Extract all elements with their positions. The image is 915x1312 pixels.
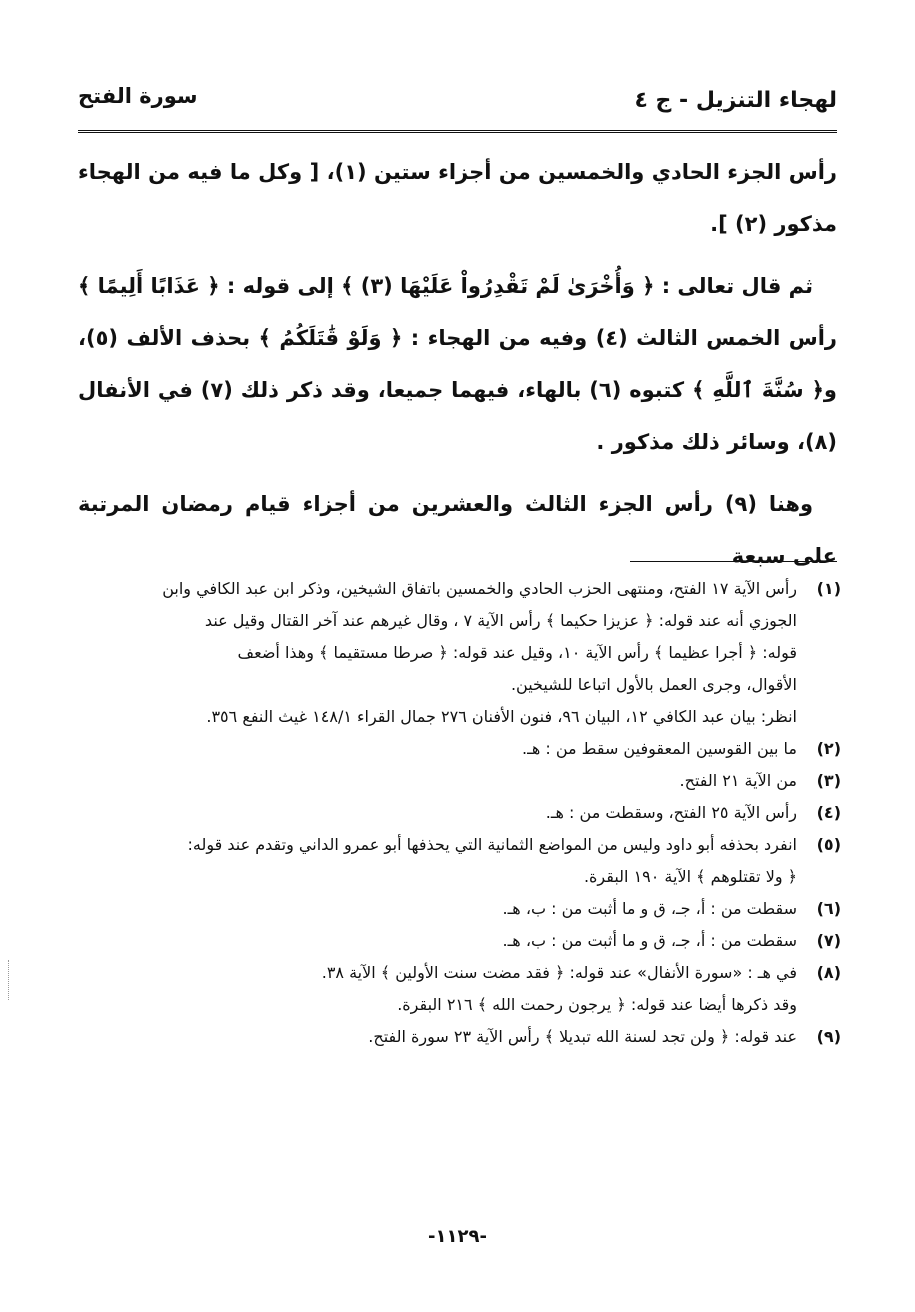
footnote-8 bbox=[78, 957, 841, 989]
footnote-line: الأقوال، وجرى العمل بالأول اتباعا للشيخين. bbox=[510, 675, 797, 694]
footnote-5 bbox=[78, 829, 841, 893]
footnote-line: رأس الآية ١٧ الفتح، ومنتهى الحزب الحادي والخمسين باتفاق الشيخين، وذكر ابن عبد الكافي وابن bbox=[162, 579, 797, 598]
footnote-line: الجوزي أنه عند قوله: ﴿ عزيزا حكيما ﴾ رأس الآية ٧ ، وقال غيرهم عند آخر القتال وقيل عند bbox=[204, 611, 797, 630]
running-head-book-title: لهجاء التنزيل - ج ٤ bbox=[634, 88, 837, 113]
footnote-9 bbox=[78, 1021, 841, 1053]
footnote-7 bbox=[78, 925, 841, 957]
page-number: -١١٢٩- bbox=[428, 1226, 487, 1247]
header-rule bbox=[78, 130, 837, 133]
footnote-6 bbox=[78, 893, 841, 925]
margin-mark bbox=[8, 960, 10, 1000]
footnote-number: (٩) bbox=[816, 1027, 841, 1046]
footnote-text: سقطت من : أ، جـ، ق و ما أثبت من : ب، هـ. bbox=[502, 899, 797, 918]
footnote-text: في هـ : «سورة الأنفال» عند قوله: ﴿ فقد مضت سنت الأولين ﴾ الآية ٣٨. bbox=[321, 963, 797, 982]
footnote-number: (٤) bbox=[816, 803, 841, 822]
footnote-separator bbox=[630, 561, 837, 562]
footnote-1 bbox=[78, 573, 841, 701]
running-head-surah-title: سورة الفتح bbox=[78, 84, 198, 108]
footnote-2 bbox=[78, 733, 841, 765]
footnote-3 bbox=[78, 765, 841, 797]
footnote-number: (٣) bbox=[816, 771, 841, 790]
footnote-line: انفرد بحذفه أبو داود وليس من المواضع الثمانية التي يحذفها أبو عمرو الداني وتقدم عند قوله: bbox=[187, 835, 797, 854]
footnote-text: سقطت من : أ، جـ، ق و ما أثبت من : ب، هـ. bbox=[502, 931, 797, 950]
main-paragraph-1: رأس الجزء الحادي والخمسين من أجزاء ستين (١)، [ وكل ما فيه من الهجاء مذكور (٢) ]. bbox=[78, 160, 837, 236]
footnote-4 bbox=[78, 797, 841, 829]
footnote-number: (٢) bbox=[816, 739, 841, 758]
footnote-8-continuation: وقد ذكرها أيضا عند قوله: ﴿ يرجون رحمت الله ﴾ ٢١٦ البقرة. bbox=[397, 995, 797, 1014]
footnote-number: (١) bbox=[816, 579, 841, 598]
footnote-line: قوله: ﴿ أجرا عظيما ﴾ رأس الآية ١٠، وقيل عند قوله: ﴿ صرطا مستقيما ﴾ وهذا أضعف bbox=[237, 643, 797, 662]
footnote-number: (٦) bbox=[816, 899, 841, 918]
footnote-text: من الآية ٢١ الفتح. bbox=[679, 771, 797, 790]
footnote-text: ما بين القوسين المعقوفين سقط من : هـ. bbox=[522, 739, 797, 758]
footnote-number: (٧) bbox=[816, 931, 841, 950]
main-paragraph-2: ثم قال تعالى : ﴿ وَأُخْرَىٰ لَمْ تَقْدِرُواْ عَلَيْهَا (٣) ﴾ إلى قوله : ﴿ عَذَابًا أَلِيمًا ﴾ رأس الخمس الثالث (٤) وفيه من الهجاء : ﴿ وَلَوْ قَٰتَلَكُمُ ﴾ بحذف الألف (٥)، و﴿ سُنَّةَ ٱللَّهِ ﴾ كتبوه (٦) بالهاء، فيهما جميعا، وقد ذكر ذلك (٧) في الأنفال (٨)، وسائر ذلك مذكور . bbox=[78, 274, 837, 454]
footnote-1-references: انظر: بيان عبد الكافي ١٢، البيان ٩٦، فنون الأفنان ٢٧٦ جمال القراء ١٤٨/١ غيث النفع ٣٥٦. bbox=[206, 707, 797, 726]
main-text bbox=[78, 146, 837, 592]
footnote-text: عند قوله: ﴿ ولن تجد لسنة الله تبديلا ﴾ رأس الآية ٢٣ سورة الفتح. bbox=[368, 1027, 797, 1046]
footnote-text: رأس الآية ٢٥ الفتح، وسقطت من : هـ. bbox=[545, 803, 797, 822]
footnote-number: (٥) bbox=[816, 835, 841, 854]
footnote-line: ﴿ ولا تقتلوهم ﴾ الآية ١٩٠ البقرة. bbox=[583, 867, 797, 886]
footnote-number: (٨) bbox=[816, 963, 841, 982]
footnotes bbox=[78, 573, 841, 1053]
main-paragraph-3: وهنا (٩) رأس الجزء الثالث والعشرين من أجزاء قيام رمضان المرتبة على سبعة bbox=[78, 492, 837, 568]
